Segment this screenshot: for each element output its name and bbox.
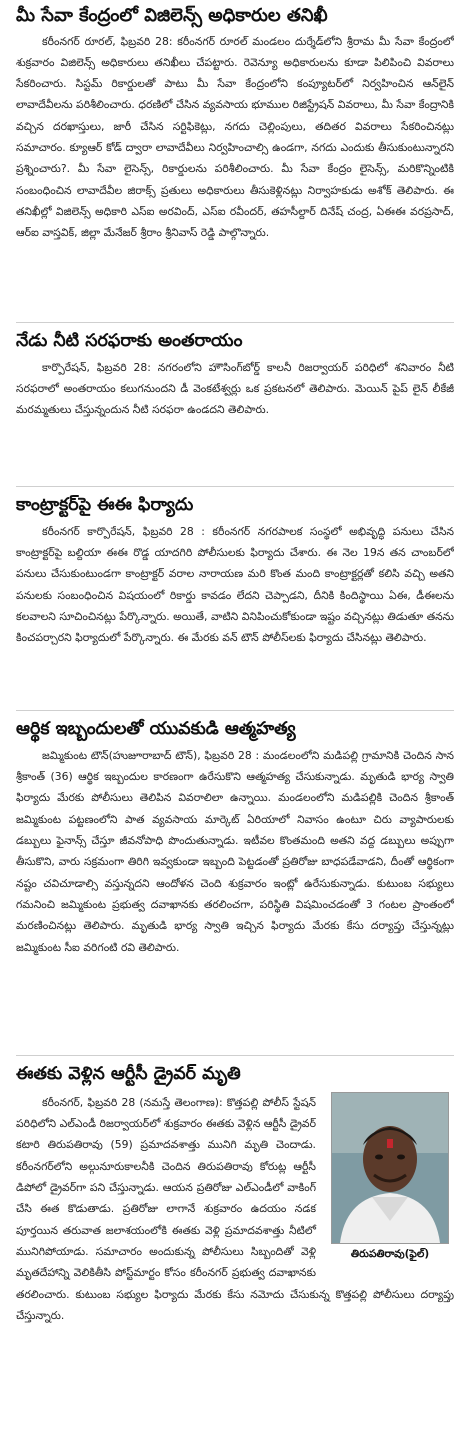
person-photo (331, 1092, 449, 1244)
article-body-wrap (16, 521, 454, 699)
headline: ఈతకు వెళ్లిన ఆర్టీసీ డ్రైవర్ మృతి (16, 1064, 241, 1084)
article-body-wrap (16, 357, 454, 475)
article-body: జమ్మికుంట టౌన్(హుజూరాబాద్ టౌన్), ఫిబ్రవరి 28 : మండలంలోని మడిపల్లి గ్రామానికి చెందిన సాన శ్రీకాంత్ (36) ఆర్థిక ఇబ్బందుల కారణంగా ఉరేసుకొని ఆత్మహత్య చేసుకున్నాడు. మృతుడి భార్య స్వాతి ఫిర్యాదు మేరకు పోలీసులు తెలిపిన వివరాలిలా ఉన్నాయి. మండలంలోని మడిపల్లికి చెందిన శ్రీకాంత్ జమ్మికుంట పట్టణంలోని పాత వ్యవసాయ మార్కెట్ ఏరియాలో నివాసం ఉంటూ చిరు వ్యాపారులకు డబ్బులు ఫైనాన్స్ చేస్తూ జీవనోపాధి పొందుతున్నాడు. ఇటీవల కొంతమంది అతని వద్ద డబ్బులు అప్పుగా తీసుకొని, వారు సక్రమంగా తిరిగి ఇవ్వకుండా ఇబ్బంది పెట్టడంతో ప్రతిరోజు బాధపడేవాడని, దీంతో ఆర్థికంగా నష్టం చవిచూడాల్సి వస్తున్నదని ఆందోళన చెంది శుక్రవారం ఇంట్లో ఉరేసుకున్నాడు. కుటుంబ సభ్యులు గమనించి జమ్మికుంట ప్రభుత్వ దవాఖానకు తరలించగా, పరిస్థితి విషమించడంతో 3 గంటల ప్రాంతంలో మరణించినట్లు తెలిపారు. మృతుడి భార్య స్వాతి ఇచ్చిన ఫిర్యాదు మేరకు కేసు దర్యాప్తు చేస్తున్నట్లు జమ్మికుంట సీఐ వరిగంటి రవి తెలిపారు. (16, 748, 454, 954)
article-youth-suicide (16, 711, 454, 1056)
headline: ఆర్థిక ఇబ్బందులతో యువకుడి ఆత్మహత్య (16, 719, 296, 739)
article-body-wrap (16, 1092, 454, 1427)
photo-block (326, 1092, 454, 1263)
article-body: కార్పొరేషన్, ఫిబ్రవరి 28: నగరంలోని హౌసింగ్‌బోర్డ్ కాలనీ రిజర్వాయర్ పరిధిలో శనివారం నీటి సరఫరాలో అంతరాయం కలుగనుందని డీ వెంకటేశ్వర్లు ఒక ప్రకటనలో తెలిపారు. మెయిన్ పైప్ లైన్ లీకేజీ మరమ్మతులు చేస్తున్నందున నీటి సరఫరా ఉండదని తెలిపారు. (16, 360, 454, 417)
article-body-wrap (16, 31, 454, 309)
headline: నేడు నీటి సరఫరాకు అంతరాయం (16, 331, 243, 351)
article-water-supply (16, 323, 454, 487)
headline: మీ సేవా కేంద్రంలో విజిలెన్స్ అధికారుల తనిఖీ (16, 5, 328, 26)
article-body: కరీంనగర్, ఫిబ్రవరి 28 (నమస్తే తెలంగాణ): కొత్తపల్లి పోలీస్ స్టేషన్ పరిధిలోని ఎల్ఎండీ రిజర్వాయర్‌లో శుక్రవారం ఈతకు వెళ్లిన ఆర్టీసీ డ్రైవర్ కటారి తిరుపతిరావు (59) ప్రమాదవశాత్తు మునిగి మృతి చెందాడు. కరీంనగర్‌లోని అల్గునూరుకాలనీకి చెందిన తిరుపతిరావు కోరుట్ల ఆర్టీసీ డిపోలో డ్రైవర్‌గా పని చేస్తున్నాడు. ఆయన ప్రతిరోజు ఎల్ఎండీలో వాకింగ్ చేసి ఈత కొడుతాడు. ప్రతిరోజు లాగానే శుక్రవారం ఉదయం నడక పూర్తయిన తరువాత జలాశయంలోకి ఈతకు వెళ్లి ప్రమాదవశాత్తు నీటిలో మునిగిపోయాడు. సమాచారం అందుకున్న పోలీసులు సిబ్బందితో వెళ్లి మృతదేహాన్ని వెలికితీసి పోస్ట్‌మార్టం కోసం కరీంనగర్ ప్రభుత్వ దవాఖానకు తరలించారు. కుటుంబ సభ్యుల ఫిర్యాదు మేరకు కేసు నమోదు చేసుకున్న కొత్తపల్లి పోలీసులు దర్యాప్తు చేస్తున్నారు. (16, 1095, 454, 1322)
article-body: కరీంనగర్ రూరల్, ఫిబ్రవరి 28: కరీంనగర్ రూరల్ మండలం దుర్శేడ్‌లోని శ్రీరామ మీ సేవా కేంద్రంలో శుక్రవారం విజిలెన్స్ అధికారులు తనిఖీలు చేపట్టారు. రెవెన్యూ అధికారులను కూడా పిలిపించి వివరాలు సేకరించారు. సిస్టమ్ రికార్డులతో పాటు మీ సేవా కేంద్రంలోని కంప్యూటర్‌లో నిర్వహించిన ఆన్‌లైన్ లావాదేవీలను పరిశీలించారు. ధరణిలో చేసిన వ్యవసాయ భూముల రిజిస్ట్రేషన్ వివరాలు, మీ సేవా కేంద్రానికి వచ్చిన దరఖాస్తులు, జారీ చేసిన సర్టిఫికెట్లు, నగదు చెల్లింపులు, తదితర వివరాలు సేకరించినట్లు సమాచారం. క్యూఆర్ కోడ్ ద్వారా లావాదేవీలు నిర్వహించాల్సి ఉండగా, నగదు ఎందుకు తీసుకుంటున్నారని ప్రశ్నించారు?. మీ సేవా లైసెన్స్, రికార్డులను పరిశీలించారు. మీ సేవా కేంద్రం లైసెన్స్, మరికొన్నింటికి సంబంధించిన లావాదేవీల జిరాక్స్ ప్రతులు అధికారులు తీసుకెళ్లినట్లు నిర్వాహకుడు అశోక్ తెలిపారు. ఈ తనిఖీల్లో విజిలెన్స్ అధికారి ఎస్ఐ అరవింద్, ఎస్ఐ రవీందర్, తహసీల్దార్ దినేష్ చంద్ర, ఏఈఈ వరప్రసాద్, ఆర్ఐ వాస్తవిక్, జిల్లా మేనేజర్ శ్రీరాం శ్రీనివాస్ రెడ్డి పాల్గొన్నారు. (16, 34, 454, 240)
article-vigilance-inspection (16, 0, 454, 323)
headline: కాంట్రాక్టర్‌పై ఈఈ ఫిర్యాదు (16, 495, 194, 515)
photo-caption: తిరుపతిరావు(ఫైల్) (350, 1247, 430, 1260)
portrait-illustration (332, 1093, 448, 1243)
article-body: కరీంనగర్ కార్పొరేషన్, ఫిబ్రవరి 28 : కరీంనగర్ నగరపాలక సంస్థలో అభివృద్ధి పనులు చేసిన కాంట్రాక్టర్‌పై బల్దియా ఈఈ రొడ్డ యాదగిరి పోలీసులకు ఫిర్యాదు చేశారు. ఈ నెల 19న తన చాంబర్‌లో పనులు చేసుకుంటుండగా కాంట్రాక్టర్ వరాల నారాయణ మరి కొంత మంది కాంట్రాక్టర్లతో కలిసి వచ్చి అతని పనులకు సంబంధించిన విషయంలో రికార్డు కావడం లేదని చెప్పాడని, దీనికి కిందిస్థాయి ఏఈ, డీఈలను కలవాలని సూచించినట్లు పేర్కొన్నారు. అయితే, వాటిని వినిపించుకోకుండా ఇష్టం వచ్చినట్లు తిడుతూ తనను కించపర్చారని ఫిర్యాదులో పేర్కొన్నారు. ఈ మేరకు వన్ టౌన్ పోలీస్‌లకు ఫిర్యాదు చేసినట్లు తెలిపారు. (16, 524, 454, 645)
article-contractor-complaint (16, 487, 454, 711)
article-rtc-driver-death (16, 1056, 454, 1440)
article-body-wrap (16, 745, 454, 1044)
